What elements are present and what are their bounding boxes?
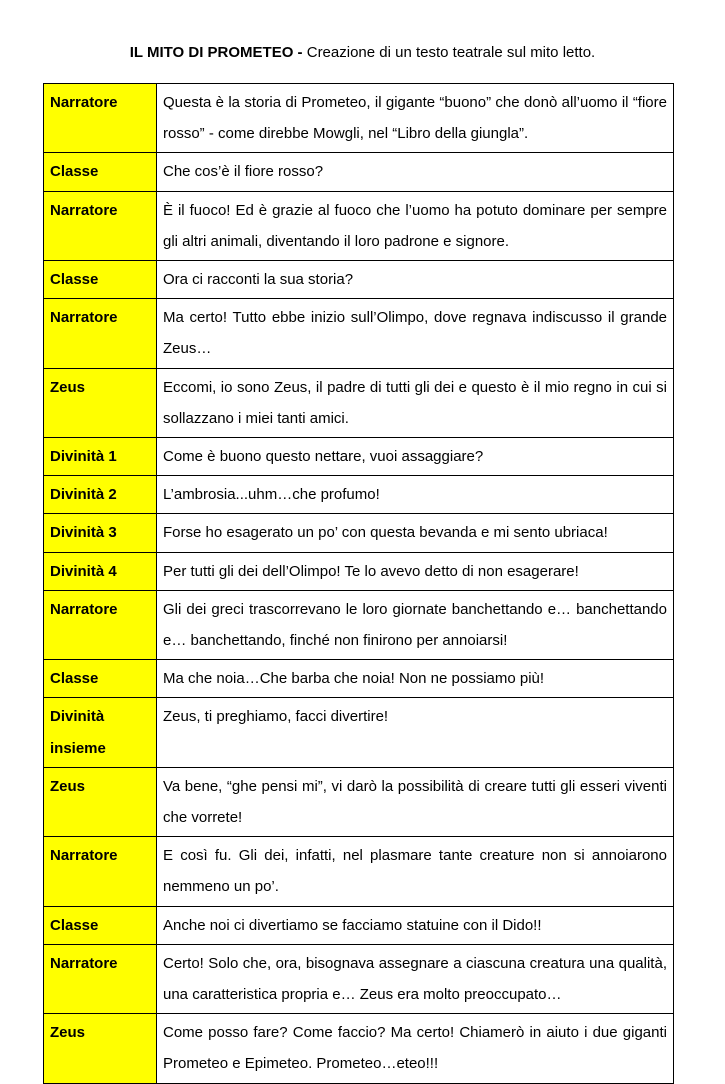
script-row	[44, 767, 674, 836]
script-table	[43, 83, 674, 1084]
line-cell: È il fuoco! Ed è grazie al fuoco che l’uomo ha potuto dominare per sempre gli altri animali, diventando il loro padrone e signore.	[157, 191, 674, 260]
line-cell: Ma che noia…Che barba che noia! Non ne possiamo più!	[157, 660, 674, 698]
script-row	[44, 837, 674, 906]
line-cell: Forse ho esagerato un po’ con questa bevanda e mi sento ubriaca!	[157, 514, 674, 552]
script-row	[44, 1014, 674, 1083]
line-cell: Per tutti gli dei dell’Olimpo! Te lo avevo detto di non esagerare!	[157, 552, 674, 590]
speaker-cell: Narratore	[44, 299, 157, 368]
line-cell: Che cos’è il fiore rosso?	[157, 153, 674, 191]
document-title-subtitle: Creazione di un testo teatrale sul mito letto.	[302, 44, 596, 61]
speaker-cell: Classe	[44, 660, 157, 698]
speaker-cell: Zeus	[44, 1014, 157, 1083]
script-row	[44, 261, 674, 299]
line-cell: Va bene, “ghe pensi mi”, vi darò la possibilità di creare tutti gli esseri viventi che vorrete!	[157, 767, 674, 836]
speaker-cell: Divinità 2	[44, 476, 157, 514]
speaker-cell: Zeus	[44, 368, 157, 437]
line-cell: Ma certo! Tutto ebbe inizio sull’Olimpo, dove regnava indiscusso il grande Zeus…	[157, 299, 674, 368]
speaker-cell: Narratore	[44, 191, 157, 260]
line-cell: Zeus, ti preghiamo, facci divertire!	[157, 698, 674, 767]
script-row	[44, 590, 674, 659]
speaker-cell: Divinità insieme	[44, 698, 157, 767]
speaker-cell: Classe	[44, 261, 157, 299]
script-row	[44, 906, 674, 944]
speaker-cell: Narratore	[44, 837, 157, 906]
script-row	[44, 84, 674, 153]
speaker-cell: Zeus	[44, 767, 157, 836]
script-row	[44, 660, 674, 698]
script-row	[44, 944, 674, 1013]
line-cell: Certo! Solo che, ora, bisognava assegnare a ciascuna creatura una qualità, una caratteristica propria e… Zeus era molto preoccupato…	[157, 944, 674, 1013]
document-title-bold: IL MITO DI PROMETEO -	[129, 44, 303, 61]
script-row	[44, 299, 674, 368]
script-row	[44, 476, 674, 514]
line-cell: Come posso fare? Come faccio? Ma certo! Chiamerò in aiuto i due giganti Prometeo e Epimeteo. Prometeo…eteo!!!	[157, 1014, 674, 1083]
speaker-cell: Classe	[44, 153, 157, 191]
line-cell: E così fu. Gli dei, infatti, nel plasmare tante creature non si annoiarono nemmeno un po’.	[157, 837, 674, 906]
speaker-cell: Divinità 3	[44, 514, 157, 552]
script-row	[44, 514, 674, 552]
document-title	[0, 43, 725, 63]
script-row	[44, 191, 674, 260]
line-cell: Gli dei greci trascorrevano le loro giornate banchettando e… banchettando e… banchettando, finché non finirono per annoiarsi!	[157, 590, 674, 659]
script-row	[44, 153, 674, 191]
speaker-cell: Divinità 4	[44, 552, 157, 590]
line-cell: Come è buono questo nettare, vuoi assaggiare?	[157, 438, 674, 476]
line-cell: Anche noi ci divertiamo se facciamo statuine con il Dido!!	[157, 906, 674, 944]
line-cell: L’ambrosia...uhm…che profumo!	[157, 476, 674, 514]
line-cell: Questa è la storia di Prometeo, il gigante “buono” che donò all’uomo il “fiore rosso” - come direbbe Mowgli, nel “Libro della giungla”.	[157, 84, 674, 153]
speaker-cell: Narratore	[44, 84, 157, 153]
script-row	[44, 698, 674, 767]
speaker-cell: Classe	[44, 906, 157, 944]
line-cell: Eccomi, io sono Zeus, il padre di tutti gli dei e questo è il mio regno in cui si sollazzano i miei tanti amici.	[157, 368, 674, 437]
speaker-cell: Narratore	[44, 944, 157, 1013]
line-cell: Ora ci racconti la sua storia?	[157, 261, 674, 299]
speaker-cell: Divinità 1	[44, 438, 157, 476]
script-row	[44, 368, 674, 437]
script-row	[44, 552, 674, 590]
script-row	[44, 438, 674, 476]
speaker-cell: Narratore	[44, 590, 157, 659]
